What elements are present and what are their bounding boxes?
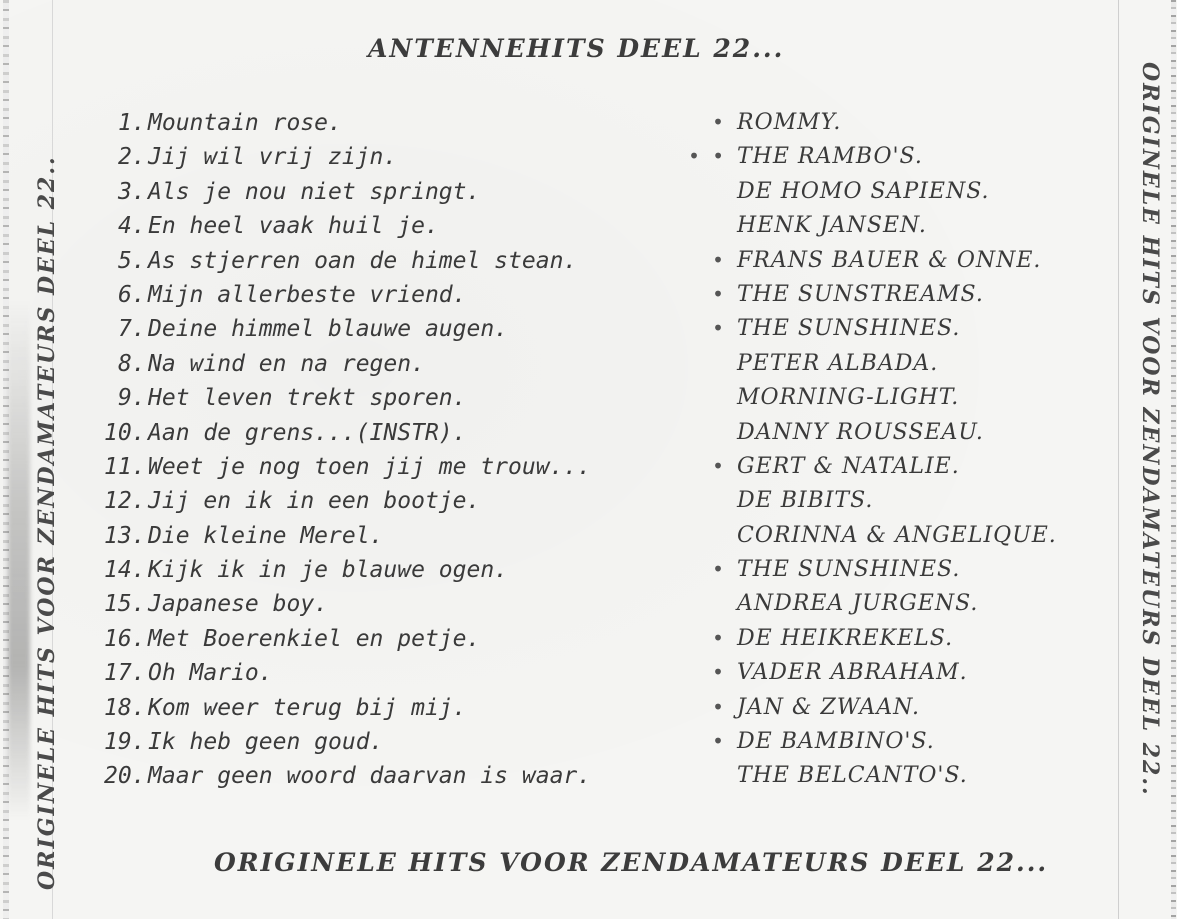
left-spine-smudge [8, 300, 30, 820]
track-title: Aan de grens...(INSTR). [148, 419, 467, 446]
track-title: Die kleine Merel. [148, 522, 384, 549]
track-number: 13. [104, 522, 146, 549]
track-artist: DE BIBITS. [737, 488, 874, 514]
track-title: Als je nou niet springt. [148, 178, 481, 205]
track-artist: DE HOMO SAPIENS. [737, 178, 990, 204]
track-title: En heel vaak huil je. [148, 213, 439, 240]
track-marker-dot: • [712, 694, 725, 719]
track-row [100, 351, 1100, 385]
track-row [100, 626, 1100, 660]
track-marker-dot: • [712, 453, 725, 478]
track-row [100, 523, 1100, 557]
right-spine-edge [1171, 0, 1176, 919]
track-marker-dot: • [712, 625, 725, 650]
track-row [100, 420, 1100, 454]
track-marker-dot: • [712, 557, 725, 582]
track-title: Jij en ik in een bootje. [148, 488, 481, 515]
left-spine-text: ORIGINELE HITS VOOR ZENDAMATEURS DEEL 22.. [34, 155, 60, 890]
track-number: 14. [104, 557, 146, 584]
track-artist: FRANS BAUER & ONNE. [737, 247, 1042, 273]
track-artist: THE SUNSHINES. [737, 557, 961, 583]
track-title: Jij wil vrij zijn. [148, 144, 398, 171]
track-row [100, 454, 1100, 488]
track-title: Met Boerenkiel en petje. [148, 625, 481, 652]
track-number: 15. [104, 591, 146, 618]
track-number: 3. [118, 178, 146, 205]
track-row [100, 179, 1100, 213]
track-row [100, 316, 1100, 350]
track-number: 5. [118, 247, 146, 274]
track-title: Weet je nog toen jij me trouw... [148, 453, 592, 480]
page-title: ANTENNEHITS DEEL 22... [368, 34, 785, 63]
track-number: 18. [104, 694, 146, 721]
track-row [100, 213, 1100, 247]
track-row [100, 282, 1100, 316]
track-artist: DANNY ROUSSEAU. [737, 419, 984, 445]
track-number: 16. [104, 625, 146, 652]
track-number: 20. [104, 763, 146, 790]
track-marker-dot: • [712, 729, 725, 754]
track-number: 2. [118, 144, 146, 171]
track-artist: ROMMY. [737, 110, 842, 135]
track-title: Kom weer terug bij mij. [148, 694, 467, 721]
track-marker-dot: • [712, 247, 725, 272]
track-row [100, 695, 1100, 729]
track-marker-dot: • [712, 281, 725, 306]
track-row [100, 763, 1100, 797]
track-row [100, 144, 1100, 178]
track-artist: HENK JANSEN. [737, 213, 927, 239]
track-row [100, 488, 1100, 522]
track-artist: JAN & ZWAAN. [737, 694, 920, 720]
track-row [100, 385, 1100, 419]
track-number: 17. [104, 660, 146, 687]
track-artist: GERT & NATALIE. [737, 453, 960, 479]
track-marker-dot: • [712, 660, 725, 685]
track-title: Kijk ik in je blauwe ogen. [148, 557, 509, 584]
right-spine-text: ORIGINELE HITS VOOR ZENDAMATEURS DEEL 22.. [1137, 62, 1163, 797]
track-title: Oh Mario. [148, 660, 273, 687]
track-artist: THE RAMBO'S. [737, 144, 923, 170]
track-number: 6. [118, 281, 146, 308]
track-artist: THE SUNSTREAMS. [737, 281, 984, 307]
track-number: 11. [104, 453, 146, 480]
track-number: 12. [104, 488, 146, 515]
track-row [100, 557, 1100, 591]
track-number: 7. [118, 316, 146, 343]
footer-title: ORIGINELE HITS VOOR ZENDAMATEURS DEEL 22... [214, 848, 1049, 877]
track-list [100, 110, 1100, 798]
track-artist: CORINNA & ANGELIQUE. [737, 522, 1057, 548]
track-number: 19. [104, 729, 146, 756]
track-title: Het leven trekt sporen. [148, 385, 467, 412]
track-title: Maar geen woord daarvan is waar. [148, 763, 592, 790]
track-number: 10. [104, 419, 146, 446]
track-row [100, 248, 1100, 282]
track-artist: DE BAMBINO'S. [737, 729, 935, 755]
track-title: Na wind en na regen. [148, 350, 425, 377]
track-row [100, 591, 1100, 625]
track-marker-dot: • [712, 316, 725, 341]
track-artist: DE HEIKREKELS. [737, 625, 954, 651]
track-title: Mountain rose. [148, 110, 342, 136]
track-artist: VADER ABRAHAM. [737, 660, 968, 686]
track-row [100, 729, 1100, 763]
track-marker-dot: • [712, 110, 725, 134]
track-number: 8. [118, 350, 146, 377]
track-title: Deine himmel blauwe augen. [148, 316, 509, 343]
track-title: Japanese boy. [148, 591, 329, 618]
track-artist: MORNING-LIGHT. [737, 385, 960, 411]
track-marker-dot: • • [688, 144, 725, 169]
track-artist: THE BELCANTO'S. [737, 763, 968, 789]
track-title: Mijn allerbeste vriend. [148, 281, 467, 308]
track-title: Ik heb geen goud. [148, 729, 384, 756]
track-artist: ANDREA JURGENS. [737, 591, 979, 617]
track-number: 9. [118, 385, 146, 412]
track-row [100, 110, 1100, 144]
track-artist: PETER ALBADA. [737, 350, 939, 376]
track-artist: THE SUNSHINES. [737, 316, 961, 342]
track-title: As stjerren oan de himel stean. [148, 247, 578, 274]
track-number: 1. [118, 110, 146, 136]
track-number: 4. [118, 213, 146, 240]
track-row [100, 660, 1100, 694]
